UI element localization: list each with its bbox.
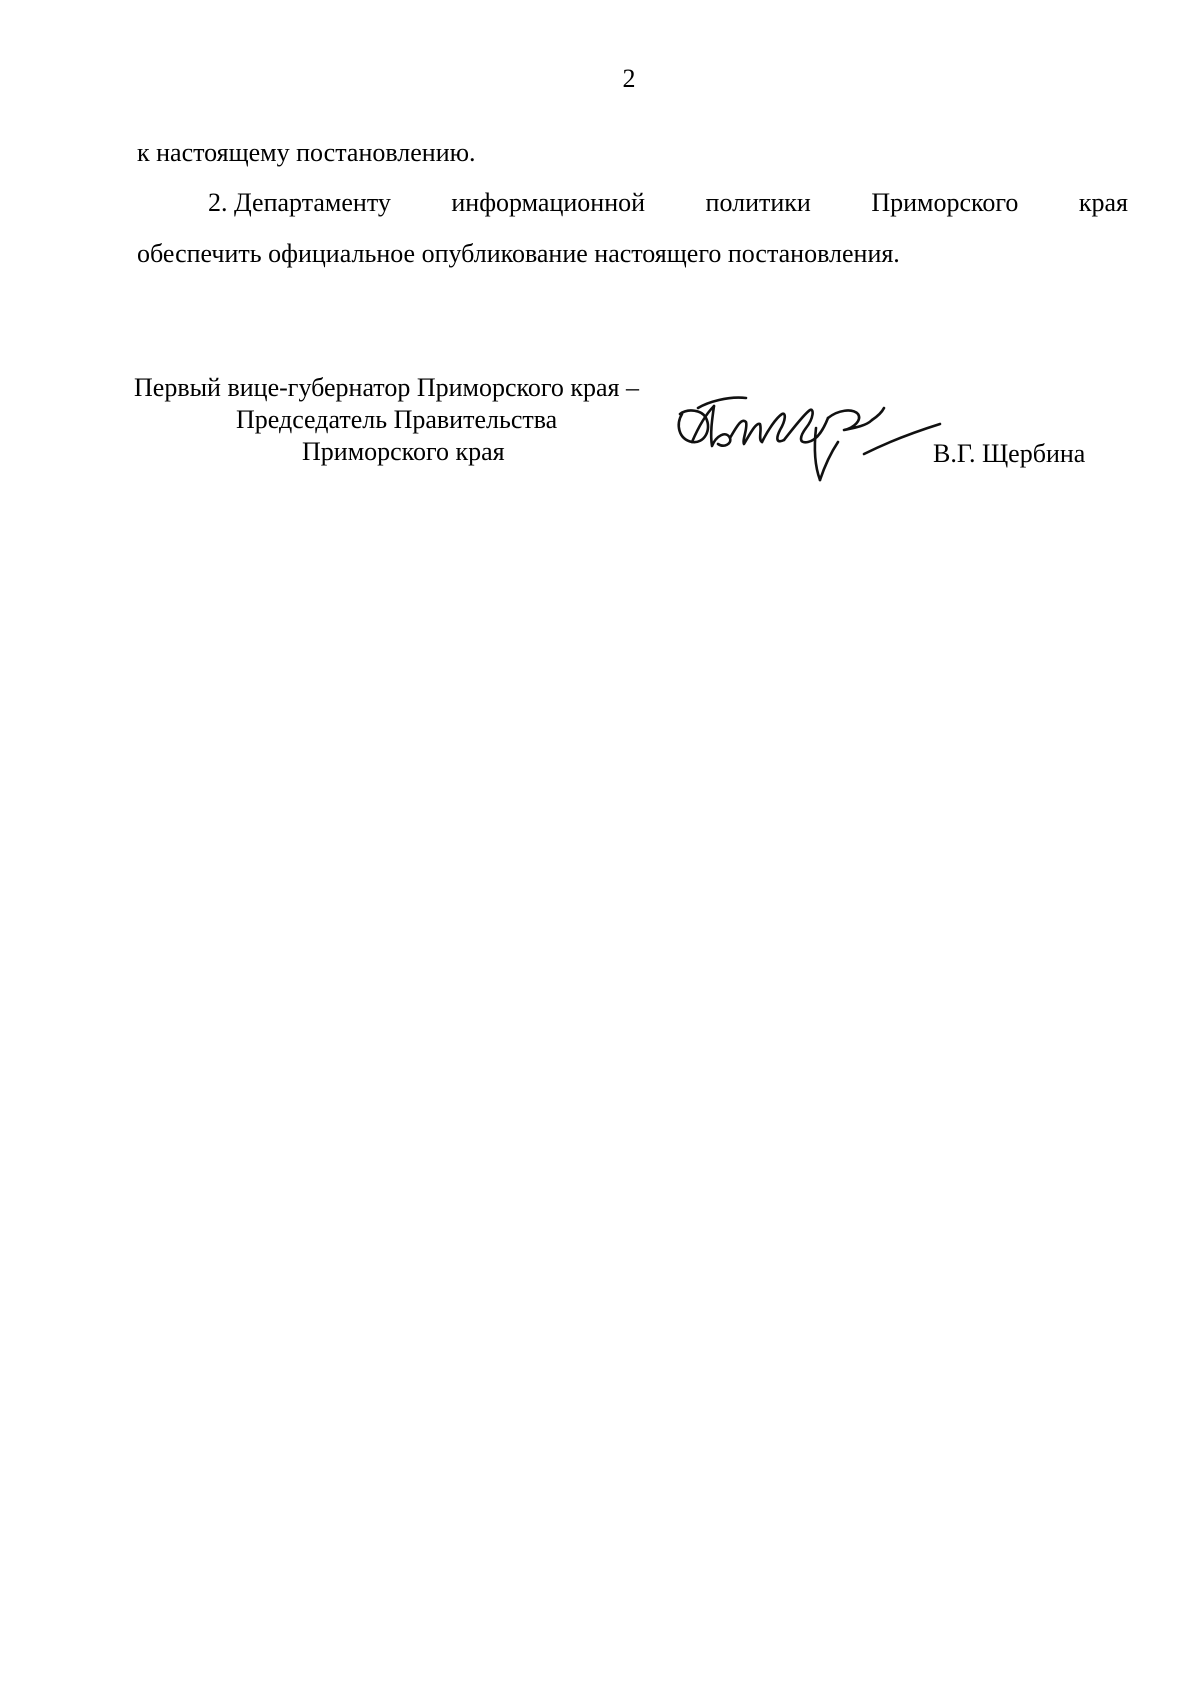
body-line-1: к настоящему постановлению. [137,138,476,167]
body-paragraph-2-first-line [208,188,1128,218]
paragraph-word: 2. Департаменту [208,188,391,217]
signatory-title-line-3: Приморского края [302,437,505,466]
paragraph-word: политики [705,188,811,217]
page-number: 2 [622,64,636,93]
signatory-title-line-1: Первый вице-губернатор Приморского края – [134,373,639,402]
handwritten-signature-icon [668,384,948,494]
signatory-title-line-2: Председатель Правительства [236,405,558,434]
paragraph-word: Приморского [871,188,1019,217]
paragraph-word: информационной [451,188,646,217]
signer-name: В.Г. Щербина [933,439,1086,468]
body-line-3: обеспечить официальное опубликование настоящего постановления. [137,239,900,268]
paragraph-word: края [1078,188,1128,217]
